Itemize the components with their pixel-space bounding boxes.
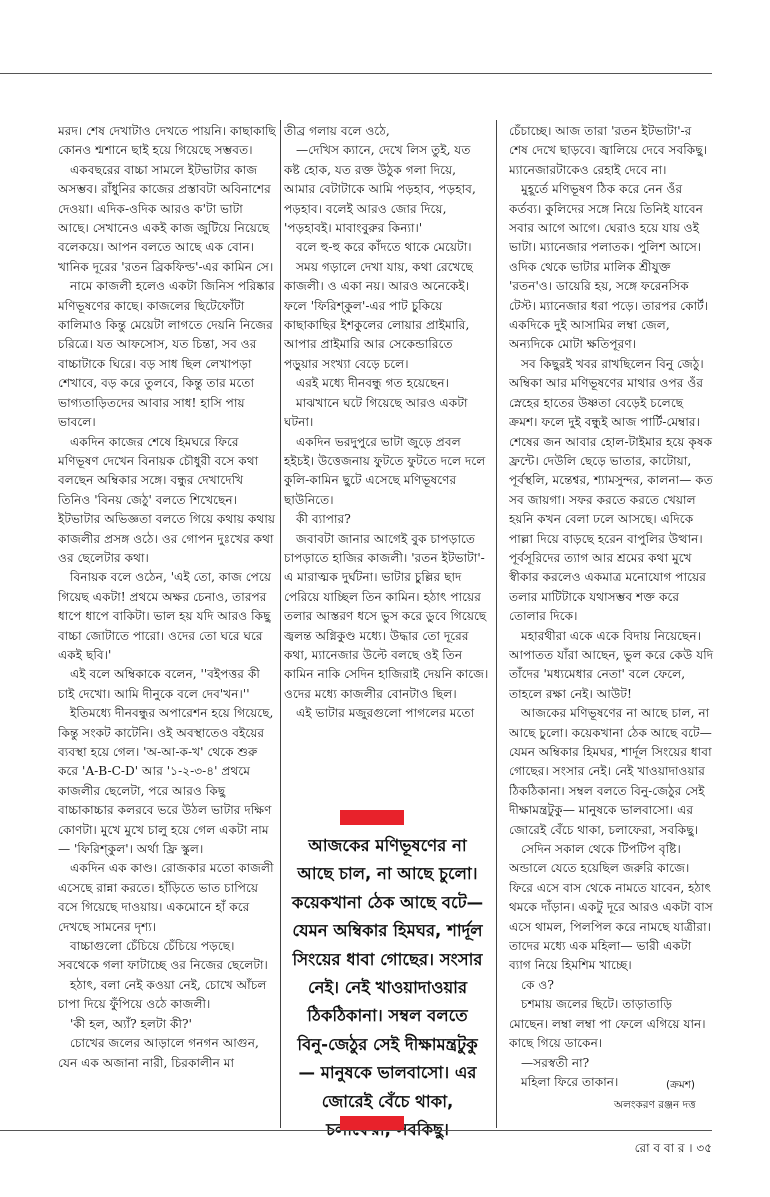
paragraph: মরদ। শেষ দেখাটাও দেখতে পায়নি। কাছাকাছি কোনও শ্মশানে ছাই হয়ে গিয়েছে সম্ভবত। — [58, 124, 276, 158]
paragraph: ইতিমধ্যে দীনবন্ধুর অপারেশন হয়ে গিয়েছে, কিন্তু সংকট কাটেনি। ওই অবস্থাতেও বইয়ের ব্যবস্থা হয়ে গেল। 'অ-আ-ক-খ' থেকে শুরু করে 'A-B-C-D' আর '১-২-৩-৪' প্রথমে কাজলীর ছেলেটা, পরে আরও কিছু বাচ্চাকাচ্চার কলরবে ভরে উঠল ভাটার দক্ষিণ কোণটা। মুখে মুখে চালু হয়ে গেল একটা নাম— 'ফিরিশ্কুল'। অর্থা ফ্রি স্কুল। — [58, 706, 274, 857]
paragraph: কী ব্যাপার? — [296, 512, 351, 527]
paragraph: চোখের জলের আড়ালে গনগন আগুন, যেন এক অজানা নারী, চিরকালীন মা — [58, 1036, 259, 1070]
paragraph: 'কী হল, অ্যাঁ? হলটা কী?' — [70, 1016, 192, 1031]
pull-quote-bottom-bar — [340, 1116, 404, 1131]
paragraph: সব কিছুরই খবর রাখছিলেন বিনু জেঠু। অম্বিকা আর মণিভূষণের মাথার ওপর ওঁর স্নেহের হাতের উষ্ণতা বেড়েই চলেছে ক্রমশ। ফলে দুই বন্ধুই আজ পার্টি-মেম্বার। শেষের জন আবার হোল-টাইমার হয়ে কৃষক ফ্রন্টে। দেউলি ছেড়ে ভাতার, কাটোয়া, পূর্বস্থলি, মন্তেশ্বর, শ্যামসুন্দর, কালনা— কত সব জায়গা। সফর করতে করতে খেয়াল হয়নি কখন বেলা ঢলে আসছে। এদিকে পাল্লা দিয়ে বাড়ছে হরেন বাপুলির উত্থান। — [509, 356, 713, 546]
paragraph: বিনায়ক বলে ওঠেন, 'এই তো, কাজ পেয়ে গিয়েছ একটা! প্রথমে অক্ষর চেনাও, তারপর ধাপে ধাপে বাকিটা। ভাল হয় যদি আরও কিছু বাচ্চা জোটাতে পারো। ওদের তো ঘরে ঘরে একই ছবি।' — [58, 570, 272, 662]
paragraph: এরই মধ্যে দীনবন্ধু গত হয়েছেন। — [296, 376, 449, 391]
paragraph: এই ভাটার মজুরগুলো পাগলের মতো — [296, 706, 475, 721]
paragraph: চশমায় জলের ছিটে। তাড়াতাড়ি মোছেন। লম্বা লম্বা পা ফেলে এগিয়ে যান। কাছে গিয়ে ডাকেন। — [509, 997, 706, 1051]
top-rule — [0, 73, 712, 74]
paragraph: একদিন এক কাণ্ড। রোজকার মতো কাজলী এসেছে রান্না করতে। হাঁড়িতে ভাত চাপিয়ে বসে গিয়েছে দাওয়ায়। একমোনে হাঁ করে দেখছে সামনের দৃশ্য। — [58, 861, 274, 934]
paragraph: তীব্র গলায় বলে ওঠে, — [284, 124, 390, 138]
paragraph: কে ও? — [521, 977, 554, 992]
column-2 — [284, 122, 489, 822]
pull-quote-box — [285, 810, 490, 1140]
paragraph: সেদিন সকাল থেকে টিপটিপ বৃষ্টি। অন্ডালে যেতে হয়েছিল জরুরি কাজে। ফিরে এসে বাস থেকে নামতে যাবেন, হঠাৎ থমকে দাঁড়ান। একটু দূরে আরও একটা বাস এসে থামল, পিলপিল করে নামছে যাত্রীরা। তাদের মধ্যে এক মহিলা— ভারী একটা ব্যাগ নিয়ে হিমশিম খাচ্ছে। — [509, 842, 713, 973]
column-divider-2 — [496, 120, 497, 1128]
paragraph: জবাবটা জানার আগেই বুক চাপড়াতে চাপড়াতে হাজির কাজলী। 'রতন ইটভাটা'-এ মারাত্মক দুর্ঘটনা। ভাটার চুল্লির ছাদ পেরিয়ে যাচ্ছিল তিন কামিন। হঠাৎ পায়ের তলার আস্তরণ ধসে ভুস করে ডুবে গিয়েছে জ্বলন্ত অগ্নিকুণ্ড মধ্যে। উদ্ধার তো দূরের কথা, ম্যানেজার উল্টে বলছে ওই তিন কামিন নাকি সেদিন হাজিরাই দেয়নি কাজে। ওদের মধ্যে কাজলীর বোনটাও ছিল। — [284, 531, 489, 701]
paragraph: এই বলে অম্বিকাকে বলেন, ''বইপত্তর কী চাই দেখো। আমি দীনুকে বলে দেব'খন।'' — [58, 667, 260, 701]
paragraph: একদিন কাজের শেষে হিমঘরে ফিরে মণিভূষণ দেখেন বিনায়ক চৌধুরী বসে কথা বলছেন অম্বিকার সঙ্গে। বন্ধুর দেখাদেখি তিনিও 'বিনয় জেঠু' বলতে শিখেছেন। ইটভাটার অভিজ্ঞতা বলতে গিয়ে কথায় কথায় কাজলীর প্রসঙ্গ ওঠে। ওর গোপন দুঃখের কথা ওর ছেলেটার কথা। — [58, 434, 276, 565]
column-3 — [509, 122, 714, 1122]
paragraph: —দেখিস ক্যানে, দেখে লিস তুই, যত কষ্ট হোক, যত রক্ত উঠুক গলা দিয়ে, আমার বেটাটাকে আমি পড়হাব, পড়হাব, পড়হাব। বলেই আরও জোর দিয়ে, 'পড়হাবই। মাবাংবুরুর কিন্যা।' — [284, 143, 476, 236]
paragraph: হঠাৎ, বলা নেই কওয়া নেই, চোখে আঁচল চাপা দিয়ে ফুঁপিয়ে ওঠে কাজলী। — [58, 977, 267, 1012]
continued-label: (ক্রমশ) — [666, 1079, 696, 1091]
column-divider-1 — [280, 120, 281, 1128]
paragraph: মাঝখানে ঘটে গিয়েছে আরও একটা ঘটনা। — [284, 395, 468, 430]
paragraph: মহিলা ফিরে তাকান। — [521, 1074, 619, 1089]
page-folio: রো ব বা র । ৩৫ — [634, 1141, 712, 1155]
paragraph: নামে কাজলী হলেও একটা জিনিস পরিষ্কার মণিভূষণের কাছে। কাজলের ছিটেফোঁটা কালিমাও কিন্তু মেয়েটা লাগতে দেয়নি নিজের চরিত্রে। যত আফসোস, যত চিন্তা, সব ওর বাচ্চাটাকে ঘিরে। বড় সাধ ছিল লেখাপড়া শেখাবে, বড় করে তুলবে, কিন্তু তার মতো ভাগ্যতাড়িতদের আবার সাধ! হাসি পায় ভাবলে। — [58, 279, 275, 430]
paragraph: —সরস্বতী না? — [521, 1055, 590, 1070]
illustration-credit: অলংকরণ রঞ্জন দত্ত — [614, 1099, 696, 1111]
pull-quote-top-bar — [340, 810, 404, 825]
paragraph: বাচ্চাগুলো চেঁচিয়ে চেঁচিয়ে পড়ছে। সবথেকে গলা ফাটাচ্ছে ওর নিজের ছেলেটা। — [58, 939, 268, 973]
column-1 — [58, 122, 276, 1122]
paragraph: বলে হু-হু করে কাঁদতে থাকে মেয়েটা। — [296, 240, 472, 255]
pull-quote-text: আজকের মণিভূষণের না আছে চাল, না আছে চুলো। কয়েকখানা ঠেক আছে বটে— যেমন অম্বিকার হিমঘর, শার্দূল সিংয়ের ধাবা গোছের। সংসার নেই। নেই খাওয়াদাওয়ার ঠিকঠিকানা। সম্বল বলতে বিনু-জেঠুর সেই দীক্ষামন্ত্রটুকু— মানুষকে ভালবাসো। এর জোরেই বেঁচে থাকা, সবকিছু। — [291, 836, 484, 1140]
paragraph: মুহূর্তে মণিভূষণ ঠিক করে নেন ওঁর কর্তব্য। কুলিদের সঙ্গে নিয়ে তিনিই যাবেন সবার আগে আগে। ঘেরাও হয়ে যায় ওই ভাটা। ম্যানেজার পলাতক। পুলিশ আসে। ওদিক থেকে ভাটার মালিক শ্রীযুক্ত 'রতন'ও। ডায়েরি হয়, সঙ্গে ফরেনসিক টেস্ট। ম্যানেজার ধরা পড়ে। তারপর কোর্ট। একদিকে দুই আসামির লম্বা জেল, অন্যদিকে মোটা ক্ষতিপূরণ। — [509, 182, 709, 352]
paragraph: সময় গড়ালে দেখা যায়, কথা রেখেছে কাজলী। ও একা নয়। আরও অনেকেই। ফলে 'ফিরিশ্কুল'-এর পাট চুকিয়ে কাছাকাছির ইশকুলের লোয়ার প্রাইমারি, আপার প্রাইমারি আর সেকেন্ডারিতে পড়ুয়ার সংখ্যা বেড়ে চলে। — [284, 259, 473, 371]
paragraph: আজকের মণিভূষণের না আছে চাল, না আছে চুলো। কয়েকখানা ঠেক আছে বটে— যেমন অম্বিকার হিমঘর, শার্দূল সিংয়ের ধাবা গোছের। সংসার নেই। নেই খাওয়াদাওয়ার ঠিকঠিকানা। সম্বল বলতে বিনু-জেঠুর সেই দীক্ষামন্ত্রটুকু— মানুষকে ভালবাসো। এর জোরেই বেঁচে থাকা, চলাফেরা, সবকিছু। — [509, 706, 712, 837]
paragraph: চেঁচাচ্ছে। আজ তারা 'রতন ইটভাটা'-র শেষ দেখে ছাড়বে। জ্বালিয়ে দেবে সবকিছু। ম্যানেজারটাকেও রেহাই দেবে না। — [509, 124, 708, 177]
paragraph: একদিন ভরদুপুরে ভাটা জুড়ে প্রবল হইচই। উত্তেজনায় ফুটতে ফুটতে দলে দলে কুলি-কামিন ছুটে এসেছে মণিভূষণের ছাউনিতে। — [284, 434, 486, 507]
paragraph: একবছরের বাচ্চা সামলে ইটভাটার কাজ অসম্ভব। রাঁধুনির কাজের প্রস্তাবটা অবিনাশের দেওয়া। এদিক-ওদিক আরও ক'টা ভাটা আছে। সেখানেও একই কাজ জুটিয়ে নিয়েছে বলেকয়ে। আপন বলতে আছে এক বোন। খানিক দূরের 'রতন ব্রিকফিল্ড'-এর কামিন সে। — [58, 162, 274, 274]
paragraph: পূর্বসূরিদের ত্যাগ আর শ্রমের কথা মুখে স্বীকার করলেও একমাত্র মনোযোগ পায়ের তলার মাটিটাকে যথাসম্ভব শক্ত করে তোলার দিকে। — [509, 550, 706, 624]
bottom-rule — [0, 1130, 712, 1131]
paragraph: মহারথীরা একে একে বিদায় নিয়েছেন। আপাতত যাঁরা আছেন, ভুল করে কেউ যদি তাঁদের 'মধ্যমেধার নেতা' বলে ফেলে, তাহলে রক্ষা নেই। আউট! — [509, 628, 714, 701]
